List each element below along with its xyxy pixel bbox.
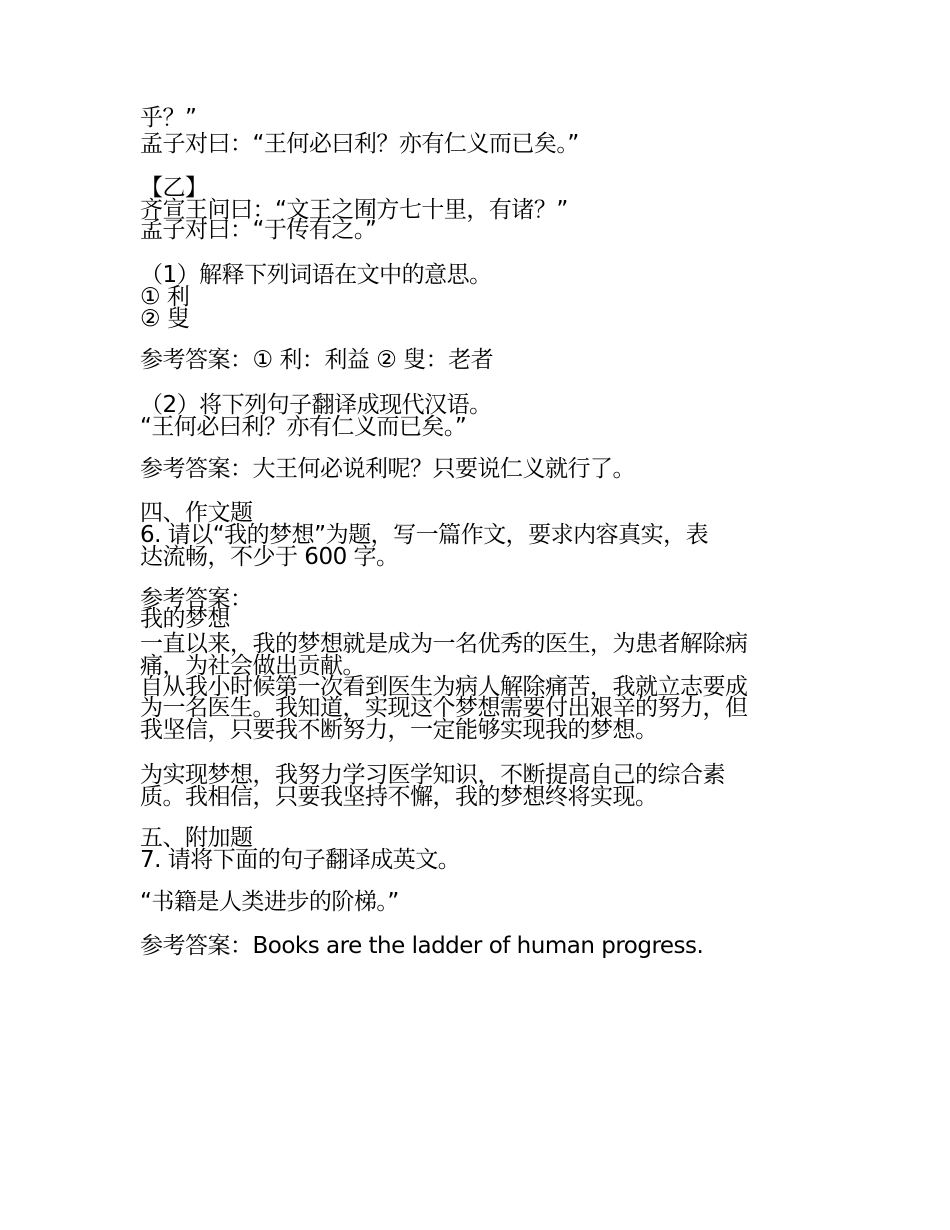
- answer-label: 参考答案：: [140, 586, 253, 612]
- text-line: 齐宣王问曰：“文王之囿方七十里，有诸？”: [140, 197, 568, 223]
- text-line: 孟子对曰：“王何必曰利？亦有仁义而已矣。”: [140, 131, 579, 157]
- essay-line: 自从我小时候第一次看到医生为病人解除痛苦，我就立志要成: [140, 674, 748, 700]
- essay-line: 我坚信，只要我不断努力，一定能够实现我的梦想。: [140, 717, 658, 743]
- question-line: 6. 请以“我的梦想”为题，写一篇作文，要求内容真实，表: [140, 522, 709, 548]
- section-heading: 五、附加题: [140, 825, 253, 851]
- essay-line: 质。我相信，只要我坚持不懈，我的梦想终将实现。: [140, 784, 658, 810]
- question-line: 达流畅，不少于 600 字。: [140, 544, 399, 570]
- text-line: 孟子对曰：“于传有之。”: [140, 217, 377, 243]
- question-subitem: （1）解释下列词语在文中的意思。: [140, 262, 492, 288]
- essay-title: 我的梦想: [140, 606, 230, 632]
- text-line: 乎？”: [140, 105, 197, 131]
- text-line: ② 叟: [140, 306, 190, 332]
- answer-line: 参考答案：① 利：利益 ② 叟：老者: [140, 347, 494, 373]
- text-line: ① 利: [140, 284, 190, 310]
- essay-line: 为一名医生。我知道，实现这个梦想需要付出艰辛的努力，但: [140, 695, 748, 721]
- question-line: 7. 请将下面的句子翻译成英文。: [140, 847, 461, 873]
- text-line: “王何必曰利？亦有仁义而已矣。”: [140, 414, 467, 440]
- essay-line: 为实现梦想，我努力学习医学知识，不断提高自己的综合素: [140, 762, 725, 788]
- text-line: “书籍是人类进步的阶梯。”: [140, 889, 399, 915]
- section-heading: 四、作文题: [140, 500, 253, 526]
- answer-line: 参考答案：大王何必说利呢？只要说仁义就行了。: [140, 456, 635, 482]
- essay-line: 痛，为社会做出贡献。: [140, 653, 365, 679]
- answer-line: 参考答案：Books are the ladder of human progress.: [140, 933, 704, 959]
- question-subitem: （2）将下列句子翻译成现代汉语。: [140, 392, 492, 418]
- essay-line: 一直以来，我的梦想就是成为一名优秀的医生，为患者解除病: [140, 631, 748, 657]
- section-label: 【乙】: [140, 175, 208, 201]
